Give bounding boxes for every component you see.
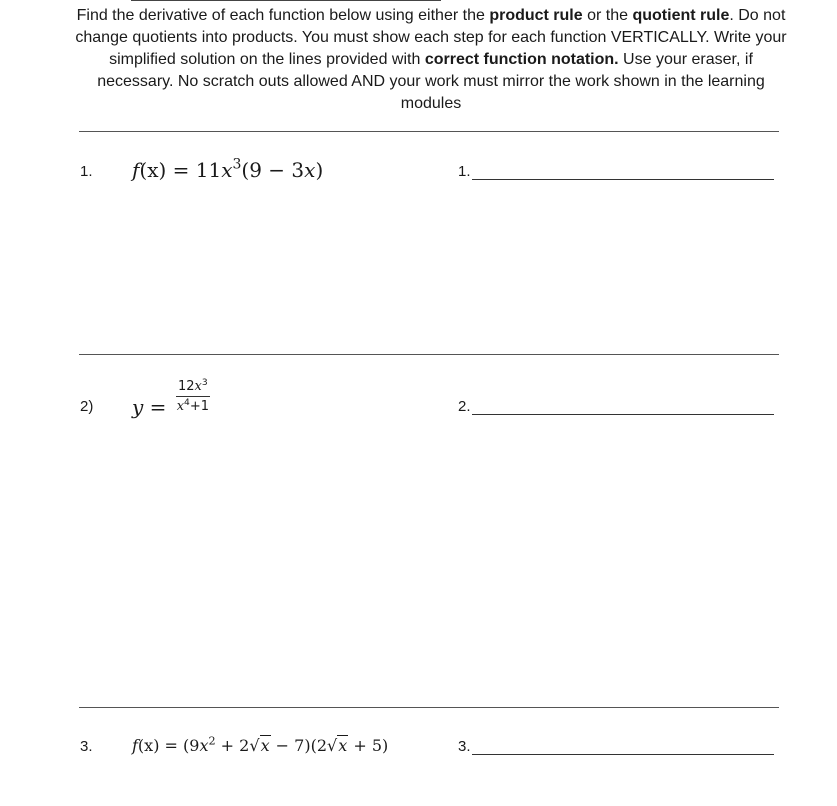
problem-2-number: 2) [80,398,94,415]
p2-numerator [176,379,210,397]
problem-2-lhs [132,395,166,419]
answer-3-label: 3. [458,738,471,755]
instructions-text-4: Use your eraser, if necessary. No scratch outs allowed AND your work must mirror the work shown in the learning modules [97,51,765,112]
instructions-bold-product-rule: product rule [489,7,583,24]
top-rule [131,0,441,1]
answer-3-blank[interactable] [472,740,774,755]
p3-x2: x [260,736,270,755]
divider-3 [79,707,779,708]
problem-1-number: 1. [80,163,93,180]
instructions-bold-quotient-rule: quotient rule [632,7,730,24]
answer-line-3[interactable] [458,738,774,755]
p1-var: x [221,158,233,182]
instructions [70,5,792,115]
answer-1-label: 1. [458,163,471,180]
p2-den-exp: 4 [184,398,190,408]
p3-sqrt-1 [249,736,270,755]
p2-eq: = [143,395,167,419]
p3-sqrt-2 [327,736,348,755]
divider-2 [79,354,779,355]
p3-lhs: f [132,736,138,755]
instructions-text-2: or the [582,7,633,24]
p1-rest: (9 − 3 [241,158,305,182]
p2-den-rest: +1 [189,399,209,414]
p3-root-symbol-2: √ [327,736,338,755]
p3-arg: (x) [137,736,160,755]
divider-1 [79,131,779,132]
p3-minus: − 7)(2 [270,736,328,755]
p3-x3: x [338,736,348,755]
p1-eq: = 11 [166,158,222,182]
p2-denominator [176,397,210,414]
p2-den-var: x [176,399,185,414]
p1-exp: 3 [232,156,242,173]
p2-num-exp: 3 [201,378,208,388]
p3-exp1: 2 [208,734,216,748]
answer-1-blank[interactable] [472,165,774,180]
p2-lhs: y [132,395,144,419]
answer-line-1[interactable] [458,163,774,180]
instructions-bold-function-notation: correct function notation. [424,51,619,68]
p2-num-var: x [194,379,202,394]
problem-2-fraction [176,379,210,414]
p1-lhs: f [132,158,140,182]
instructions-text-1: Find the derivative of each function below using either the [76,7,490,24]
instructions-text-3: . Do not change quotients into products. You must show each step for each function VERTICALLY. Write your simplified solution on the lines provided with [75,7,787,68]
p3-plus2: + 5) [348,736,389,755]
answer-2-blank[interactable] [472,400,774,415]
problem-3-expression [132,736,388,755]
p1-arg: (x) [139,158,167,182]
p3-root-symbol-1: √ [249,736,260,755]
p3-eq: = (9 [159,736,200,755]
answer-line-2[interactable] [458,398,774,415]
p2-num-coef: 12 [178,379,195,394]
answer-2-label: 2. [458,398,471,415]
p1-close: ) [315,158,324,182]
p3-x1: x [199,736,209,755]
problem-1-expression [132,158,323,182]
p1-var2: x [304,158,316,182]
problem-3-number: 3. [80,738,93,755]
p3-plus1: + 2 [215,736,250,755]
